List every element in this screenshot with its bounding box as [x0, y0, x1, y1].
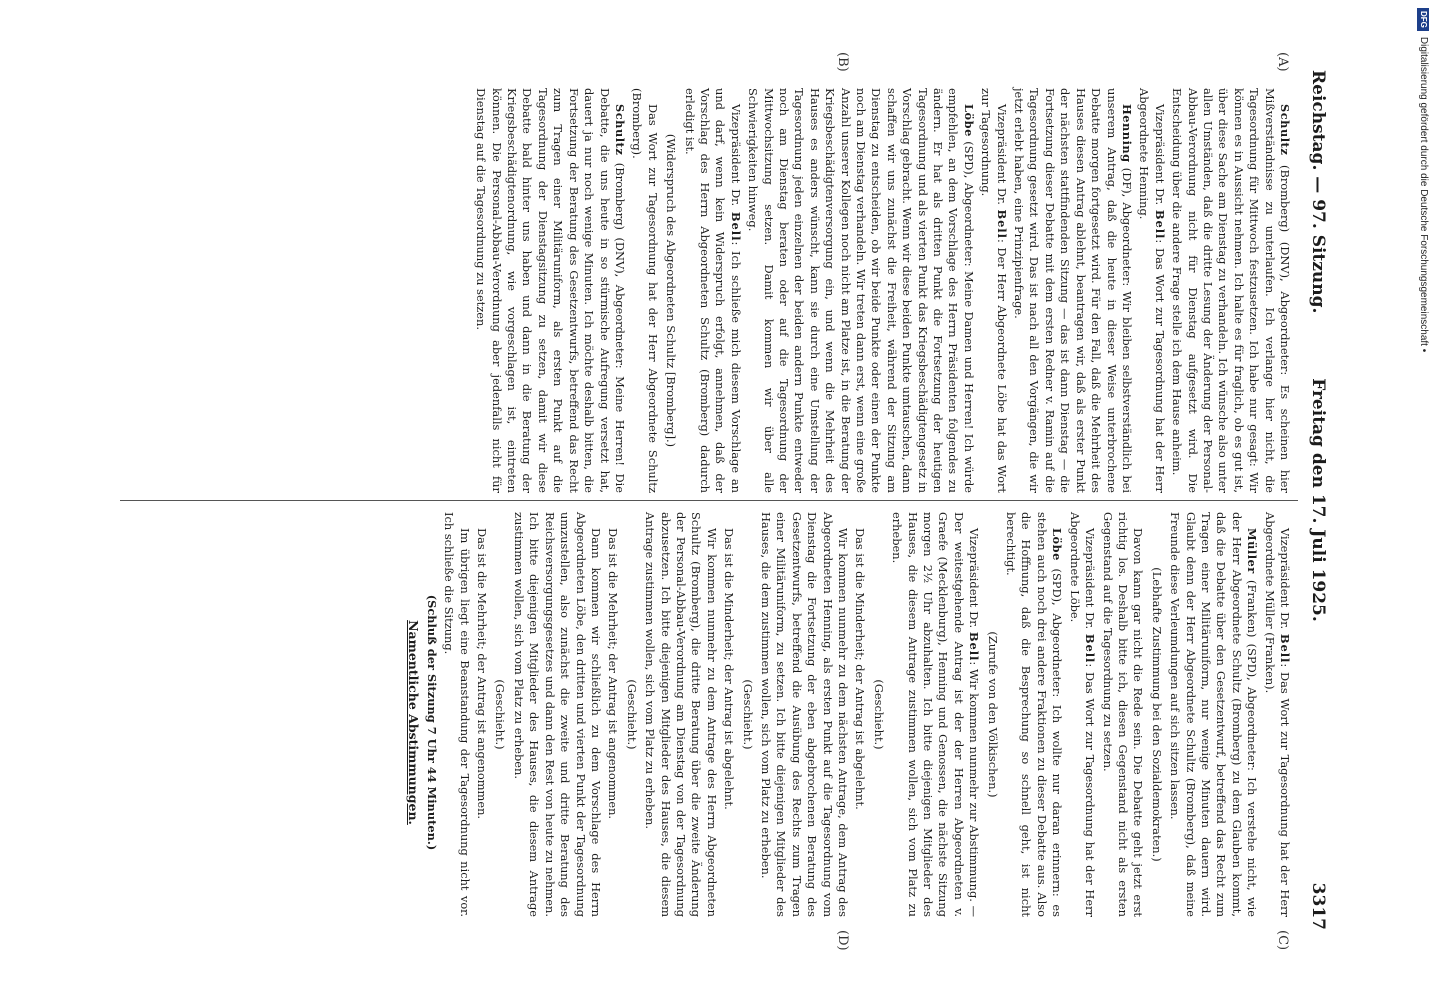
- speech-text: (SPD), Abgeordneter: Meine Damen und Herren! Ich würde empfehlen, an dem Vorschlage des Herrn Präsidenten folgendes zu ändern. Er hat als dritten Punkt die Fortsetzung der heutigen Tagesordnung und als vierten Punkt das Kriegsbeschädigtengesetz in Vorschlag gebracht. Wenn wir diese beiden Punkte umtauschen, dann schaffen wir uns zunächst die Freiheit, während der Sitzung am Dienstag zu entscheiden, ob wir beide Punkte oder einen der Punkte noch am Dienstag verhandeln. Wir treten dann erst, wenn eine große Anzahl unserer Kollegen noch nicht am Platze ist, in die Beratung der Kriegsbeschädigtenversorgung ein, und wenn die Mehrheit des Hauses es anders wünscht, kann sie durch eine Umstellung der Tagesordnung jeden einzelnen der beiden andern Punkte entweder noch am Dienstag beraten oder auf die Tagesordnung der Mittwochsitzung setzen. Damit kommen wir über alle Schwierigkeiten hinweg.: [746, 88, 976, 493]
- speech-paragraph: [745, 88, 976, 493]
- left-column: [471, 88, 1292, 493]
- interjection: (Zurufe von den Völkischen.): [985, 631, 1000, 798]
- president-title: Vizepräsident Dr.: [967, 528, 982, 632]
- speaker-name: Löbe: [1050, 528, 1065, 561]
- column-divider: [120, 500, 1298, 501]
- speech-text: : Das Wort zur Tagesordnung hat der Herr Abgeordnete Müller (Franken).: [1262, 512, 1292, 917]
- speech-text: : Das Wort zur Tagesordnung hat der Herr Abgeordnete Löbe.: [1067, 512, 1098, 917]
- paragraph: Das ist die Mehrheit; der Antrag ist angenommen.: [606, 528, 621, 820]
- president-name: Bell: [1278, 633, 1292, 664]
- header-left: Reichstag. — 97. Sitzung.: [1308, 70, 1328, 314]
- president-title: Vizepräsident Dr.: [728, 104, 743, 212]
- president-name: Bell: [967, 631, 982, 662]
- president-title: Vizepräsident Dr.: [994, 104, 1009, 210]
- president-paragraph: [1261, 512, 1292, 917]
- speaker-name: Schultz: [612, 104, 627, 156]
- header-date: Freitag den 17. Juli 1925.: [1308, 378, 1328, 622]
- paragraph: Dann kommen wir schließlich zu dem Vorschlage des Herrn Abgeordneten Löbe, den dritten und vierten Punkt der Tagesordnung umzustellen, also zunächst die zweite und dritte Beratung des Reichsversorgungsgesetzes und dann den Rest von heute zu nehmen. Ich bitte diejenigen Mitglieder des Hauses, die diesem Antrage zustimmen wollen, sich vom Platz zu erheben.: [511, 512, 603, 917]
- speech-text: : Das Wort zur Tagesordnung hat der Herr Abgeordnete Henning.: [1137, 88, 1167, 493]
- paragraph: Wir kommen nunmehr zu dem nächsten Antrage, dem Antrag des Abgeordneten Henning, als ersten Punkt auf die Tagesordnung vom Dienstag die Fortsetzung der eben abgebrochenen Beratung des Gesetzentwurfs, betreffend die Ausübung des Rechts zum Tragen einer Militäruniform, zu setzen. Ich bitte diejenigen Mitglieder des Hauses, die dem zustimmen wollen, sich vom Platz zu erheben.: [759, 512, 851, 917]
- speech-paragraph: [1169, 88, 1292, 493]
- president-name: Bell: [994, 209, 1009, 239]
- speech-paragraph: [1011, 88, 1134, 493]
- interjection: (Lebhafte Zustimmung bei den Sozialdemokraten.): [1149, 567, 1164, 862]
- section-title: Namentliche Abstimmungen.: [406, 620, 422, 825]
- paragraph: Das ist die Mehrheit; der Antrag ist angenommen.: [475, 528, 490, 820]
- paragraph: Davon kann gar nicht die Rede sein. Die Debatte geht jetzt erst richtig los. Deshalb bitte ich, diesen Gegenstand nicht als ersten Gegenstand auf die Tagesordnung zu setzen.: [1100, 512, 1146, 917]
- president-name: Bell: [1152, 209, 1167, 240]
- speaker-name: Henning: [1119, 104, 1134, 163]
- paragraph: Das ist die Minderheit; der Antrag ist abgelehnt.: [853, 528, 868, 810]
- president-name: Bell: [728, 211, 743, 242]
- interjection: (Geschieht.): [871, 679, 886, 750]
- president-title: Vizepräsident Dr.: [1152, 104, 1167, 210]
- speech-text: : Ich schließe mich diesem Vorschlage an und darf, wenn kein Widerspruch erfolgt, annehmen, daß der Vorschlag des Herrn Abgeordneten Schultz (Bromberg) dadurch erledigt ist.: [682, 88, 743, 494]
- president-paragraph: [1136, 88, 1167, 493]
- page-number: 3317: [1308, 882, 1328, 930]
- margin-mark-d: (D): [835, 930, 850, 951]
- president-title: Vizepräsident Dr.: [1278, 528, 1292, 634]
- paragraph: Im übrigen liegt eine Beanstandung der Tagesordnung nicht vor. Ich schließe die Sitzung.: [442, 512, 472, 917]
- speech-text: : Wir kommen nunmehr zur Abstimmung. — Der weitestgehende Antrag ist der der Herren Abgeordneten v. Graefe (Mecklenburg), Henning und Genossen, die nächste Sitzung morgen 2½ Uhr abzuhalten. Ich bitte diejenigen Mitglieder des Hauses, die diesem Antrage zustimmen wollen, sich vom Platz zu erheben.: [890, 512, 982, 918]
- dfg-logo: DFG: [1417, 8, 1429, 31]
- speech-paragraph: [473, 88, 627, 493]
- interjection: (Geschieht.): [740, 679, 755, 750]
- speech-text: (Bromberg) (DNV), Abgeordneter: Es scheinen hier Mißverständnisse zu unterlaufen. Ich verlange hier nicht, die Tagesordnung für Mittwoch festzusetzen. Ich habe nur gesagt: Wir können es in Aussicht nehmen. Ich halte es für fraglich, ob es gut ist, über diese Sache am Dienstag zu verhandeln. Ich wünsche also unter allen Umständen, daß die dritte Lesung der Änderung der Personal-Abbau-Verordnung nicht für Dienstag aufgesetzt wird. Die Entscheidung über die andere Frage stelle ich dem Hause anheim.: [1170, 88, 1292, 493]
- speaker-name: Müller: [1245, 528, 1260, 574]
- margin-mark-c: (C): [1275, 930, 1290, 951]
- president-paragraph: [978, 88, 1009, 493]
- speech-paragraph: [1003, 512, 1065, 917]
- speech-text: (SPD), Abgeordneter: Ich wollte nur daran erinnern: es stehen auch noch drei andere Fraktionen zu dieser Debatte aus. Also die Hoffnung, daß die Besprechung so schnell geht, ist nicht berechtigt.: [1004, 512, 1065, 917]
- speech-text: : Der Herr Abgeordnete Löbe hat das Wort zur Tagesordnung.: [979, 88, 1009, 494]
- president-paragraph: [681, 88, 743, 493]
- paragraph: Das ist die Minderheit; der Antrag ist abgelehnt.: [722, 528, 737, 810]
- interjection: (Widerspruch des Abgeordneten Schultz [Bromberg].): [664, 133, 679, 448]
- paragraph: Das Wort zur Tagesordnung hat der Herr Abgeordnete Schultz (Bromberg).: [630, 88, 660, 493]
- president-paragraph: [889, 512, 981, 917]
- interjection: (Geschieht.): [493, 679, 508, 750]
- speaker-name: Löbe: [961, 104, 976, 137]
- speech-paragraph: [1167, 512, 1259, 917]
- president-name: Bell: [1083, 633, 1098, 664]
- running-header: [1300, 70, 1328, 930]
- funding-text: Digitalisierung gefördert durch die Deutsche Forschungsgemeinschaft •: [1418, 36, 1429, 353]
- margin-mark-b: (B): [835, 52, 850, 72]
- margin-mark-a: (A): [1275, 52, 1290, 72]
- president-paragraph: [1066, 512, 1097, 917]
- president-title: Vizepräsident Dr.: [1083, 528, 1098, 634]
- session-close: (Schluß der Sitzung 7 Uhr 44 Minuten.): [424, 594, 439, 851]
- speech-text: (Bromberg) (DNV), Abgeordneter: Meine Herren! Die Debatte, die uns heute in so stürmische Aufregung versetzt hat, dauert ja nur noch wenige Minuten. Ich möchte deshalb bitten, die Fortsetzung der Beratung des Gesetzentwurfs, betreffend das Recht zum Tragen einer Militäruniform, als ersten Punkt auf die Tagesordnung der Dienstagsitzung zu setzen, damit wir diese Debatte bald hinter uns haben und dann in die Beratung der Kriegsbeschädigtenordnung, wie vorgeschlagen ist, eintreten können. Die Personal-Abbau-Verordnung aber jedenfalls nicht für Dienstag auf die Tagesordnung zu setzen.: [474, 88, 627, 493]
- paragraph: Wir kommen nunmehr zu dem Antrage des Herrn Abgeordneten Schultz (Bromberg), die dritte Beratung über die zweite Änderung der Personal-Abbau-Verordnung am Dienstag von der Tagesordnung abzusetzen. Ich bitte diejenigen Mitglieder des Hauses, die diesem Antrage zustimmen wollen, sich vom Platz zu erheben.: [643, 512, 719, 917]
- right-column: [404, 512, 1292, 917]
- speech-text: (DF), Abgeordneter: Wir bleiben selbstverständlich bei unserem Antrag, daß die heute in dieser Weise unterbrochene Debatte morgen fortgesetzt wird. Für den Fall, daß die Mehrheit des Hauses diesen Antrag ablehnt, beantragen wir, daß als erster Punkt der nächsten stattfindenden Sitzung — das ist dann Dienstag — die Fortsetzung dieser Debatte mit dem ersten Redner v. Ramin auf die Tagesordnung gesetzt wird. Das ist nach all den Vorgängen, die wir jetzt erlebt haben, eine Prinzipienfrage.: [1012, 88, 1134, 493]
- interjection: (Geschieht.): [624, 679, 639, 750]
- funding-note: [1414, 8, 1432, 668]
- speech-text: (Franken) (SPD), Abgeordneter: Ich verstehe nicht, wie der Herr Abgeordnete Schultz (Bromberg) zu dem Glauben kommt, daß die Debatte über den Gesetzentwurf, betreffend das Recht zum Tragen einer Militäruniform, nur wenige Minuten dauern wird. Glaubt denn der Herr Abgeordnete Schultz (Bromberg), daß meine Freunde diese Verleumdungen auf sich sitzen lassen.: [1168, 512, 1260, 917]
- speaker-name: Schultz: [1278, 104, 1292, 156]
